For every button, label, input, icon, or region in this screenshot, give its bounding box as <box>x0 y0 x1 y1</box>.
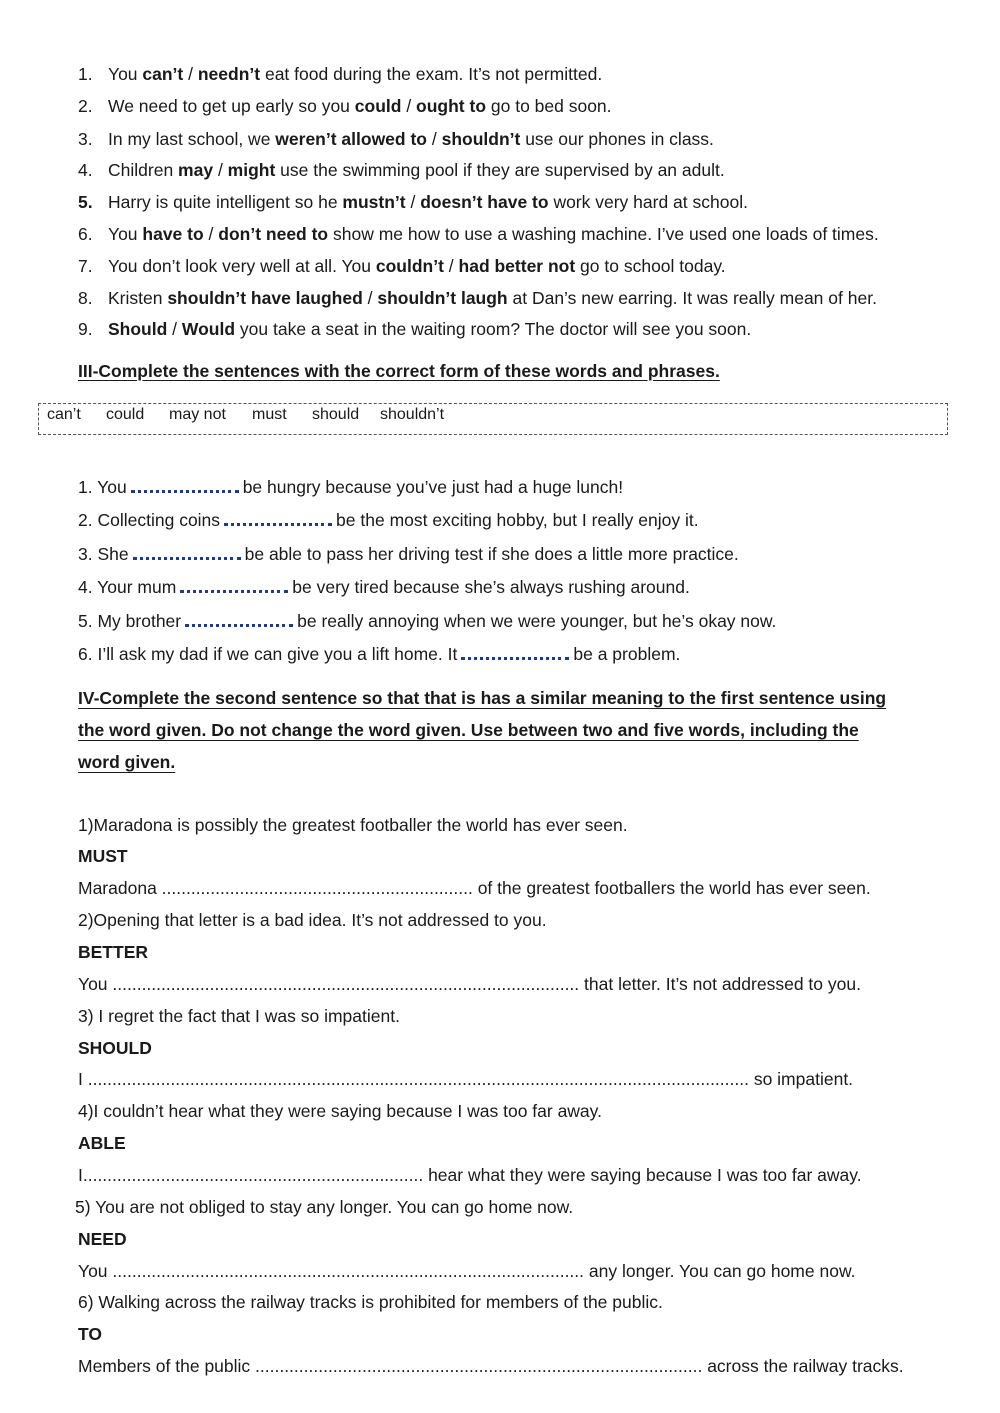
list-item: 4. Your mum be very tired because she’s always rushing around. <box>78 577 690 597</box>
question-sentence: 3) I regret the fact that I was so impatient. <box>78 1006 400 1026</box>
key-word: BETTER <box>78 942 148 962</box>
question-sentence: 4)I couldn’t hear what they were saying because I was too far away. <box>78 1101 602 1121</box>
answer-blank[interactable] <box>224 509 332 526</box>
list-item: 7. You don’t look very well at all. You couldn’t / had better not go to school today. <box>78 256 726 276</box>
list-item: 5. Harry is quite intelligent so he mustn’t / doesn’t have to work very hard at school. <box>78 192 748 212</box>
section-four-heading-line: IV-Complete the second sentence so that that is has a similar meaning to the first sentence using <box>78 688 887 708</box>
section-three-heading: III-Complete the sentences with the correct form of these words and phrases. <box>78 361 720 381</box>
list-item: 2. Collecting coins be the most exciting hobby, but I really enjoy it. <box>78 510 699 530</box>
list-item: 3. She be able to pass her driving test if she does a little more practice. <box>78 544 739 564</box>
list-item: 1. You be hungry because you’ve just had a huge lunch! <box>78 477 624 497</box>
list-item: 1. You can’t / needn’t eat food during the exam. It’s not permitted. <box>78 64 603 84</box>
question-sentence: 1)Maradona is possibly the greatest footballer the world has ever seen. <box>78 815 628 835</box>
answer-blank[interactable] <box>131 476 239 493</box>
key-word: TO <box>78 1324 102 1344</box>
key-word: SHOULD <box>78 1038 152 1058</box>
list-item: 8. Kristen shouldn’t have laughed / shouldn’t laugh at Dan’s new earring. It was really mean of her. <box>78 288 877 308</box>
list-item: 2. We need to get up early so you could / ought to go to bed soon. <box>78 96 612 116</box>
list-item: 4. Children may / might use the swimming pool if they are supervised by an adult. <box>78 160 725 180</box>
question-sentence: 2)Opening that letter is a bad idea. It’s not addressed to you. <box>78 910 547 930</box>
word-bank-item: can’t <box>47 406 81 423</box>
word-bank-item: may not <box>169 406 226 423</box>
answer-line[interactable]: Members of the public ............................................................................................ across the railway tracks. <box>78 1356 904 1376</box>
question-sentence: 6) Walking across the railway tracks is prohibited for members of the public. <box>78 1292 663 1312</box>
section-four-heading-line: the word given. Do not change the word given. Use between two and five words, including the <box>78 720 859 740</box>
word-bank <box>38 403 948 435</box>
list-item: 6. You have to / don’t need to show me how to use a washing machine. I’ve used one loads of times. <box>78 224 879 244</box>
list-item: 6. I’ll ask my dad if we can give you a lift home. It be a problem. <box>78 644 681 664</box>
list-item: 3. In my last school, we weren’t allowed to / shouldn’t use our phones in class. <box>78 129 714 149</box>
word-bank-item: should <box>312 406 360 423</box>
answer-line[interactable]: You ................................................................................................ that letter. It’s not addressed to you. <box>78 974 861 994</box>
answer-line[interactable]: You ................................................................................................. any longer. You can go home now. <box>78 1261 856 1281</box>
list-item: 9. Should / Would you take a seat in the waiting room? The doctor will see you soon. <box>78 319 752 339</box>
key-word: NEED <box>78 1229 127 1249</box>
question-sentence: 5) You are not obliged to stay any longer. You can go home now. <box>75 1197 574 1217</box>
answer-line[interactable]: I...................................................................... hear what they were saying because I was too far away. <box>78 1165 862 1185</box>
key-word: ABLE <box>78 1133 126 1153</box>
word-bank-item: shouldn’t <box>380 406 445 423</box>
word-bank-item: could <box>106 406 145 423</box>
section-four-heading-line: word given. <box>78 752 176 772</box>
answer-line[interactable]: I ........................................................................................................................................ so impatient. <box>78 1069 854 1089</box>
key-word: MUST <box>78 846 128 866</box>
answer-blank[interactable] <box>133 543 241 560</box>
answer-blank[interactable] <box>461 643 569 660</box>
word-bank-item: must <box>252 406 287 423</box>
answer-blank[interactable] <box>185 610 293 627</box>
list-item: 5. My brother be really annoying when we were younger, but he’s okay now. <box>78 611 777 631</box>
answer-blank[interactable] <box>180 576 288 593</box>
answer-line[interactable]: Maradona ................................................................ of the greatest footballers the world has ever seen. <box>78 878 871 898</box>
